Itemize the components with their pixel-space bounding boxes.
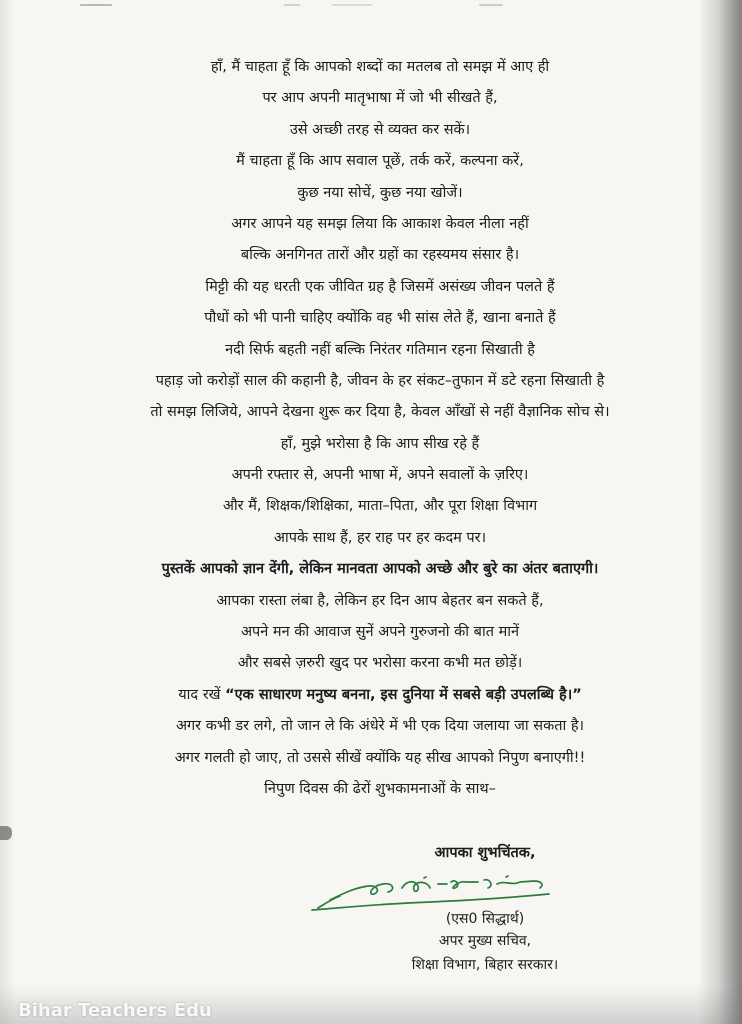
letter-line: बल्कि अनगिनत तारों और ग्रहों का रहस्यमय संसार है। xyxy=(240,247,520,264)
letter-line: हाँ, मुझे भरोसा है कि आप सीख रहे हैं xyxy=(280,435,480,452)
letter-line: अगर कभी डर लगे, तो जान ले कि अंधेरे में भी एक दिया जलाया जा सकता है। xyxy=(175,718,585,735)
scan-mark xyxy=(284,4,300,6)
letter-body xyxy=(40,52,720,805)
letter-line: उसे अच्छी तरह से व्यक्त कर सकें। xyxy=(289,121,471,138)
letter-line: कुछ नया सोचें, कुछ नया खोजें। xyxy=(297,184,463,201)
scan-mark xyxy=(479,4,503,6)
letter-line: मैं चाहता हूँ कि आप सवाल पूछें, तर्क करें, कल्पना करें, xyxy=(236,153,524,170)
signatory-name: (एस0 सिद्धार्थ) xyxy=(445,911,525,927)
letter-line: नदी सिर्फ बहती नहीं बल्कि निरंतर गतिमान रहना सिखाती है xyxy=(225,341,535,358)
letter-line: आपके साथ हैं, हर राह पर हर कदम पर। xyxy=(273,529,487,546)
edge-smudge xyxy=(0,826,12,840)
letter-line: अगर आपने यह समझ लिया कि आकाश केवल नीला नहीं xyxy=(231,215,529,232)
signature-dots xyxy=(424,876,508,878)
letter-line: पौधों को भी पानी चाहिए क्योंकि वह भी सांस लेते हैं, खाना बनाते हैं xyxy=(204,310,556,327)
signatory-department: शिक्षा विभाग, बिहार सरकार। xyxy=(411,957,559,973)
signatory-designation: अपर मुख्य सचिव, xyxy=(438,933,532,949)
letter-line: पर आप अपनी मातृभाषा में जो भी सीखते हैं, xyxy=(262,90,498,107)
closing-salutation: आपका शुभचिंतक, xyxy=(434,845,536,861)
letter-line: और सबसे ज़रुरी खुद पर भरोसा करना कभी मत छोड़ें। xyxy=(237,655,523,672)
scan-mark xyxy=(80,4,112,6)
letter-line: और मैं, शिक्षक/शिक्षिका, माता–पिता, और पूरा शिक्षा विभाग xyxy=(222,498,538,515)
letter-line: अगर गलती हो जाए, तो उससे सीखें क्योंकि यह सीख आपको निपुण बनाएगी!! xyxy=(174,749,586,766)
letter-line: पहाड़ जो करोड़ों साल की कहानी है, जीवन के हर संकट–तुफान में डटे रहना सिखाती है xyxy=(155,372,605,389)
letter-line: मिट्टी की यह धरती एक जीवित ग्रह है जिसमें असंख्य जीवन पलते हैं xyxy=(205,278,555,295)
letter-line: निपुण दिवस की ढेरों शुभकामनाओं के साथ– xyxy=(264,780,496,797)
emphasis-line: पुस्तकें आपको ज्ञान देंगी, लेकिन मानवता आपको अच्छे और बुरे का अंतर बताएगी। xyxy=(161,561,599,578)
watermark-text: Bihar Teachers Edu xyxy=(18,1000,212,1021)
letter-line: आपका रास्ता लंबा है, लेकिन हर दिन आप बेहतर बन सकते हैं, xyxy=(216,592,544,609)
quote-prefix: याद रखें xyxy=(178,686,221,703)
letter-line: हाँ, मैं चाहता हूँ कि आपको शब्दों का मतलब तो समझ में आए ही xyxy=(210,59,550,75)
quote-line xyxy=(40,680,720,711)
quote-text: “एक साधारण मनुष्य बनना, इस दुनिया में सबसे बड़ी उपलब्धि है।” xyxy=(225,686,582,703)
letter-line: अपनी रफ्तार से, अपनी भाषा में, अपने सवालों के ज़रिए। xyxy=(231,467,529,484)
letter-line: अपने मन की आवाज सुनें अपने गुरुजनो की बात मानें xyxy=(240,624,520,641)
letter-line: तो समझ लिजिये, आपने देखना शुरू कर दिया है, केवल आँखों से नहीं वैज्ञानिक सोच से। xyxy=(150,404,610,421)
scan-mark xyxy=(332,4,372,6)
signature-lead-stroke xyxy=(318,896,340,908)
